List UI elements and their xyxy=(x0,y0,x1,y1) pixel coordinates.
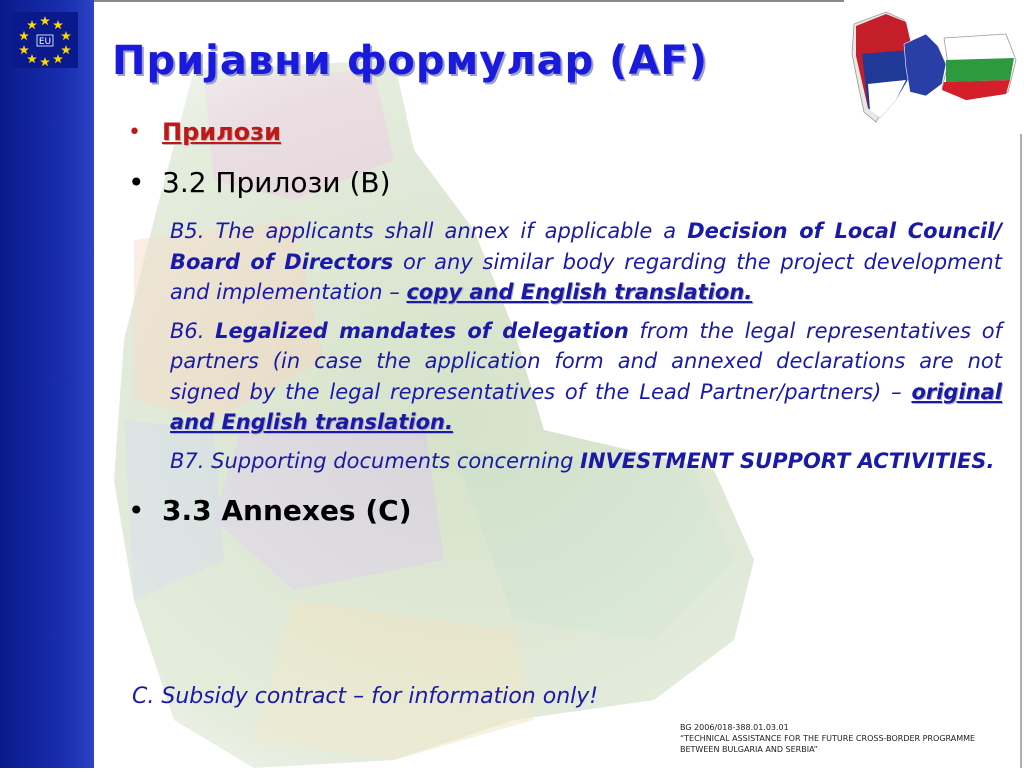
b7-paragraph xyxy=(170,446,1002,477)
section-3-2-heading: 3.2 Прилози (B) xyxy=(162,166,391,199)
b6-link[interactable]: original and English translation. xyxy=(170,379,1002,434)
b5-paragraph xyxy=(170,216,1002,308)
eu-label: EU xyxy=(38,37,52,47)
bullet-section-3-3 xyxy=(128,494,1004,528)
bullet-section-3-2 xyxy=(128,166,1004,200)
main-content xyxy=(128,112,1004,528)
bullet-attachments xyxy=(128,118,1004,148)
b5-lead: B5. The applicants shall annex if applicable a xyxy=(170,219,688,243)
left-sidebar-bar xyxy=(0,0,94,768)
b7-lead: B7. Supporting documents concerning xyxy=(170,448,581,473)
bullet-dot: • xyxy=(128,494,145,527)
bullet-dot: • xyxy=(128,166,145,199)
subsidy-contract-note: C. Subsidy contract – for information only! xyxy=(132,684,599,709)
b7-bold: INVESTMENT SUPPORT ACTIVITIES. xyxy=(580,448,995,473)
footnote-line-1: BG 2006/018-388.01.03.01 xyxy=(680,723,789,732)
attachments-heading: Прилози xyxy=(162,118,281,146)
bullet-dot: • xyxy=(128,120,141,145)
project-footnote xyxy=(680,722,1010,755)
b6-paragraph xyxy=(170,316,1002,438)
b6-lead: B6. xyxy=(170,318,216,343)
b6-mid: from the legal representatives of partners (in case the application form and annexed declarations are not signed by the legal representatives of the Lead Partner/partners) – xyxy=(170,318,1002,404)
b5-mid: or any similar body regarding the project development and implementation – xyxy=(170,249,1002,304)
b6-bold: Legalized mandates of delegation xyxy=(215,318,629,343)
top-divider-line xyxy=(94,0,844,2)
b5-link[interactable]: copy and English translation. xyxy=(406,280,753,304)
footnote-line-2: “TECHNICAL ASSISTANCE FOR THE FUTURE CROSS-BORDER PROGRAMME xyxy=(680,734,976,743)
footnote-line-3: BETWEEN BULGARIA AND SERBIA” xyxy=(680,745,818,754)
right-divider-line xyxy=(1020,130,1022,768)
b5-bold: Decision of Local Council/ Board of Directors xyxy=(170,219,1002,274)
page-title: Пријавни формулар (AF) xyxy=(112,38,709,84)
eu-flag-icon xyxy=(12,12,78,68)
section-3-3-heading: 3.3 Annexes (C) xyxy=(162,494,412,527)
